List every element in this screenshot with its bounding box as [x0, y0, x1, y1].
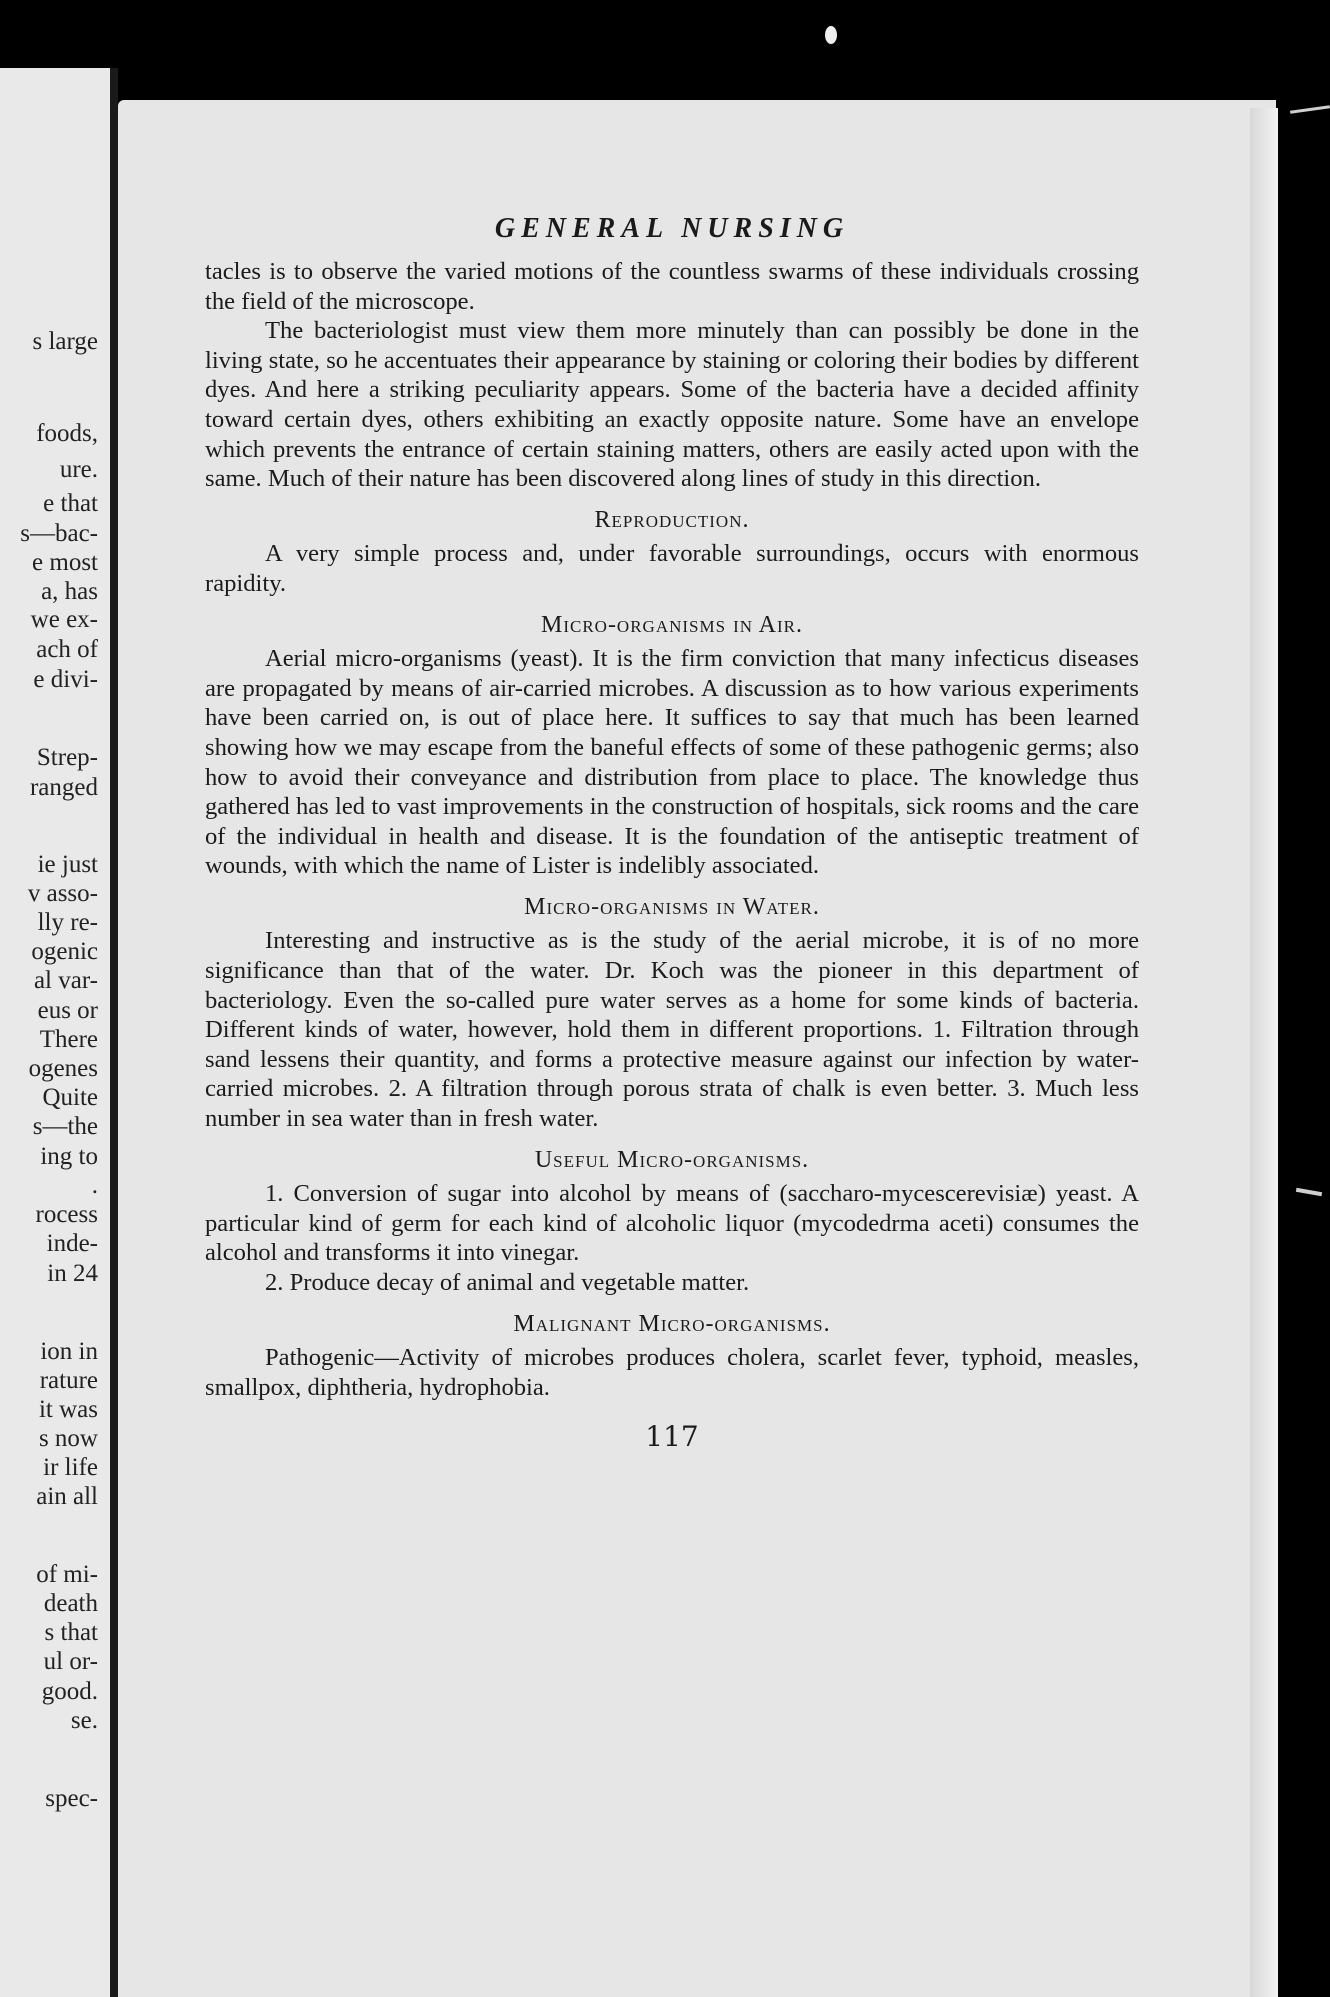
- binding-mark: [825, 26, 837, 44]
- malignant-paragraph: Pathogenic—Activity of microbes produces cholera, scarlet fever, typhoid, measles, smallpox, diphtheria, hydrophobia.: [205, 1344, 1139, 1401]
- facing-page-line: of mi-: [36, 1561, 98, 1588]
- facing-page-line: ir life: [43, 1454, 98, 1481]
- page-content: [205, 213, 1139, 1453]
- facing-page-line: ach of: [36, 636, 98, 663]
- facing-page-line: spec-: [45, 1785, 98, 1812]
- facing-page-line: ain all: [36, 1483, 98, 1510]
- facing-page-line: al var-: [33, 967, 98, 994]
- facing-page-line: e most: [32, 549, 98, 576]
- bacteriologist-paragraph: The bacteriologist must view them more minutely than can possibly be done in the living state, so he accentuates their appearance by staining or coloring their bodies by different dyes. And here a striking peculiarity appears. Some of the bacteria have a decided affinity toward certain dyes, others exhibiting an exactly opposite nature. Some have an envelope which prevents the entrance of certain staining matters, others are easily acted upon with the same. Much of their nature has been discovered along lines of study in this direction.: [205, 317, 1139, 493]
- page-corner-mark: [1290, 105, 1330, 114]
- facing-page-line: it was: [38, 1396, 98, 1423]
- facing-page-line: good.: [41, 1678, 98, 1705]
- page-number: 117: [645, 1420, 699, 1454]
- useful-item-1: 1. Conversion of sugar into alcohol by means of (saccharo-mycescerevisiæ) yeast. A particular kind of germ for each kind of alcoholic liquor (mycodedrma aceti) consumes the alcohol and transforms it into vinegar.: [205, 1180, 1139, 1267]
- section-heading-water: Micro-organisms in Water.: [524, 893, 820, 920]
- facing-page-fragment: [0, 68, 110, 1997]
- facing-page-line: Strep-: [36, 744, 98, 771]
- section-heading-reproduction: Reproduction.: [594, 506, 750, 533]
- facing-page-line: ul or-: [43, 1648, 98, 1675]
- facing-page-line: Quite: [42, 1084, 98, 1111]
- facing-page-line: ure.: [59, 456, 98, 483]
- section-heading-useful: Useful Micro-organisms.: [534, 1146, 810, 1173]
- facing-page-line: ogenic: [31, 938, 98, 965]
- facing-page-line: we ex-: [30, 606, 98, 633]
- facing-page-line: e that: [43, 490, 98, 517]
- facing-page-line: ie just: [37, 851, 98, 878]
- section-heading-air: Micro-organisms in Air.: [540, 611, 804, 638]
- facing-page-line: s large: [32, 328, 98, 355]
- running-head: GENERAL NURSING: [494, 213, 850, 244]
- facing-page-line: foods,: [36, 420, 98, 447]
- facing-page-line: inde-: [46, 1230, 98, 1257]
- facing-page-line: in 24: [47, 1260, 98, 1287]
- facing-page-line: e divi-: [33, 666, 98, 693]
- page-side-mark: [1296, 1188, 1322, 1196]
- useful-item-2: 2. Produce decay of animal and vegetable matter.: [265, 1269, 750, 1296]
- facing-page-line: There: [39, 1026, 98, 1053]
- facing-page-line: s—the: [32, 1113, 98, 1140]
- facing-page-line: ogenes: [28, 1055, 98, 1082]
- facing-page-line: .: [91, 1172, 98, 1199]
- air-paragraph: Aerial micro-organisms (yeast). It is the firm conviction that many infecticus diseases are propagated by means of air-carried microbes. A discussion as to how various experiments have been carried on, is out of place here. It suffices to say that much has been learned showing how we may escape from the baneful effects of some of these pathogenic germs; also how to avoid their conveyance and distribution from place to place. The knowledge thus gathered has led to vast improvements in the construction of hospitals, sick rooms and the care of the individual in health and disease. It is the foundation of the antiseptic treatment of wounds, with which the name of Lister is indelibly associated.: [205, 645, 1139, 880]
- facing-page-line: s—bac-: [20, 520, 98, 547]
- book-gutter: [110, 68, 118, 1997]
- facing-page-line: ing to: [40, 1143, 98, 1170]
- water-paragraph: Interesting and instructive as is the study of the aerial microbe, it is of no more significance than that of the water. Dr. Koch was the pioneer in this department of bacteriology. Even the so-called pure water serves as a home for some kinds of bacteria. Different kinds of water, however, hold them in different proportions. 1. Filtration through sand lessens their quantity, and forms a protective measure against our infection by water-carried microbes. 2. A filtration through porous strata of chalk is even better. 3. Much less number in sea water than in fresh water.: [205, 927, 1139, 1133]
- section-heading-malignant: Malignant Micro-organisms.: [513, 1310, 831, 1337]
- facing-page-line: s now: [38, 1425, 98, 1452]
- reproduction-paragraph: A very simple process and, under favorable surroundings, occurs with enormous rapidity.: [205, 540, 1139, 597]
- facing-page-line: s that: [44, 1619, 98, 1646]
- facing-page-line: a, has: [41, 578, 98, 605]
- facing-page-line: se.: [70, 1707, 98, 1734]
- facing-page-line: eus or: [37, 997, 98, 1024]
- facing-page-line: ranged: [29, 774, 98, 801]
- page-edge-shadow: [1250, 108, 1278, 1997]
- facing-page-line: v asso-: [27, 880, 98, 907]
- intro-paragraph: tacles is to observe the varied motions of the countless swarms of these individuals crossing the field of the microscope.: [205, 258, 1139, 315]
- facing-page-line: rature: [39, 1367, 98, 1394]
- facing-page-line: rocess: [35, 1201, 98, 1228]
- facing-page-line: ion in: [40, 1338, 98, 1365]
- facing-page-line: death: [43, 1590, 98, 1617]
- facing-page-line: lly re-: [37, 909, 98, 936]
